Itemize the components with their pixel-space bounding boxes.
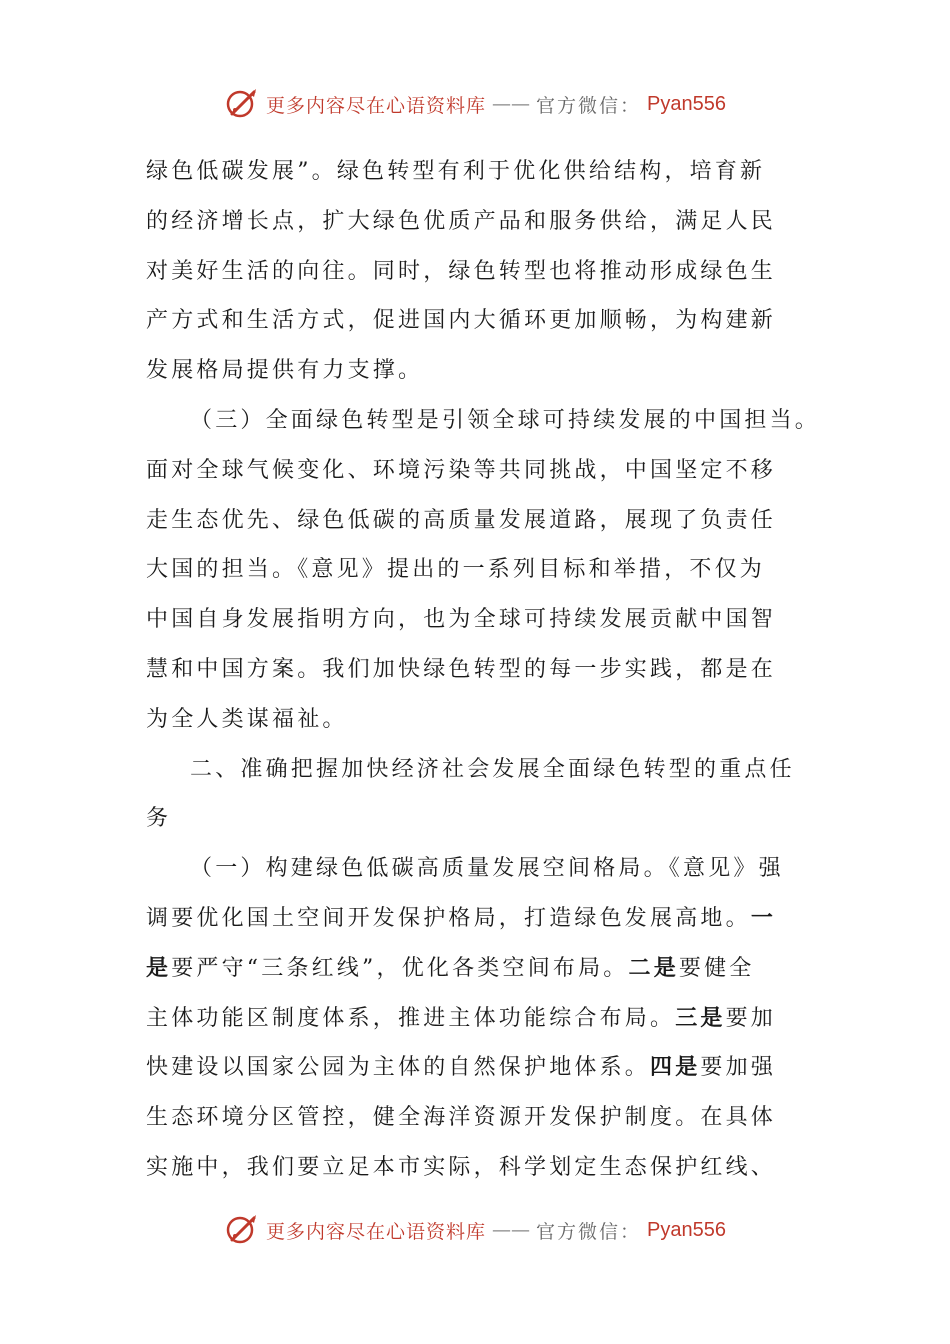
text-line [146, 296, 826, 346]
text-line [146, 844, 826, 894]
footer-watermark-banner [0, 1210, 950, 1250]
text-line [146, 794, 826, 844]
text-segment: 二、准确把握加快经济社会发展全面绿色转型的重点任 [190, 756, 795, 782]
banner-wechat-id: Pyan556 [647, 92, 726, 115]
text-segment: 慧和中国方案。我们加快绿色转型的每一步实践，都是在 [146, 656, 777, 682]
text-segment: 面对全球气候变化、环境污染等共同挑战，中国坚定不移 [146, 457, 777, 483]
banner-dash: —— [492, 1219, 531, 1241]
text-segment: （一）构建绿色低碳高质量发展空间格局。《意见》强 [190, 856, 784, 882]
text-segment: 发展格局提供有力支撑。 [146, 358, 424, 384]
text-line [146, 894, 826, 944]
banner-wechat-label: 官方微信： [536, 94, 642, 117]
text-line [146, 595, 826, 645]
text-segment: 大国的担当。《意见》提出的一系列目标和举措，不仅为 [146, 557, 766, 583]
bold-text-segment: 三是 [675, 1004, 726, 1031]
pen-logo-icon [224, 86, 260, 122]
text-segment: 绿色低碳发展”。绿色转型有利于优化供给结构，培育新 [146, 159, 766, 184]
text-segment: （三）全面绿色转型是引领全球可持续发展的中国担当。 [190, 407, 821, 433]
banner-wechat-id: Pyan556 [647, 1218, 726, 1241]
text-segment: 的经济增长点，扩大绿色优质产品和服务供给，满足人民 [146, 208, 777, 234]
pen-logo-icon [224, 1212, 260, 1248]
text-line [146, 446, 826, 496]
bold-text-segment: 一 [750, 904, 777, 931]
text-segment: 要严守“三条红线”，优化各类空间布局。 [171, 955, 629, 981]
text-segment: 快建设以国家公园为主体的自然保护地体系。 [146, 1055, 651, 1081]
text-line [146, 1143, 826, 1193]
bold-text-segment: 是 [146, 954, 172, 981]
text-line [146, 396, 826, 446]
text-line [146, 247, 826, 297]
text-segment: 务 [146, 806, 172, 832]
bold-text-segment: 二是 [628, 954, 679, 981]
text-line [146, 695, 826, 745]
text-segment: 调要优化国土空间开发保护格局，打造绿色发展高地。 [146, 905, 751, 931]
text-line [146, 1093, 826, 1143]
banner-dash: —— [492, 93, 531, 115]
text-line [146, 994, 826, 1044]
text-line [146, 545, 826, 595]
text-segment: 中国自身发展指明方向，也为全球可持续发展贡献中国智 [146, 607, 777, 633]
banner-text: 更多内容尽在心语资料库 [266, 1220, 487, 1243]
text-line [146, 197, 826, 247]
text-segment: 主体功能区制度体系，推进主体功能综合布局。 [146, 1005, 676, 1031]
text-segment: 生态环境分区管控，健全海洋资源开发保护制度。在具体 [146, 1105, 777, 1131]
text-line [146, 346, 826, 396]
text-segment: 要健全 [678, 955, 755, 981]
banner-text: 更多内容尽在心语资料库 [266, 94, 487, 117]
text-segment: 为全人类谋福祉。 [146, 706, 348, 732]
text-line [146, 745, 826, 795]
header-watermark-banner [0, 84, 950, 124]
bold-text-segment: 四是 [650, 1054, 701, 1081]
text-segment: 产方式和生活方式，促进国内大循环更加顺畅，为构建新 [146, 308, 777, 334]
banner-wechat-label: 官方微信： [536, 1220, 642, 1243]
text-line [146, 496, 826, 546]
text-segment: 实施中，我们要立足本市实际，科学划定生态保护红线、 [146, 1154, 777, 1180]
document-body [146, 147, 826, 1193]
text-segment: 要加强 [700, 1055, 777, 1081]
text-segment: 走生态优先、绿色低碳的高质量发展道路，展现了负责任 [146, 507, 777, 533]
text-line [146, 944, 826, 994]
text-line [146, 147, 826, 197]
text-segment: 对美好生活的向往。同时，绿色转型也将推动形成绿色生 [146, 258, 777, 284]
text-line [146, 645, 826, 695]
text-segment: 要加 [725, 1005, 777, 1031]
text-line [146, 1043, 826, 1093]
